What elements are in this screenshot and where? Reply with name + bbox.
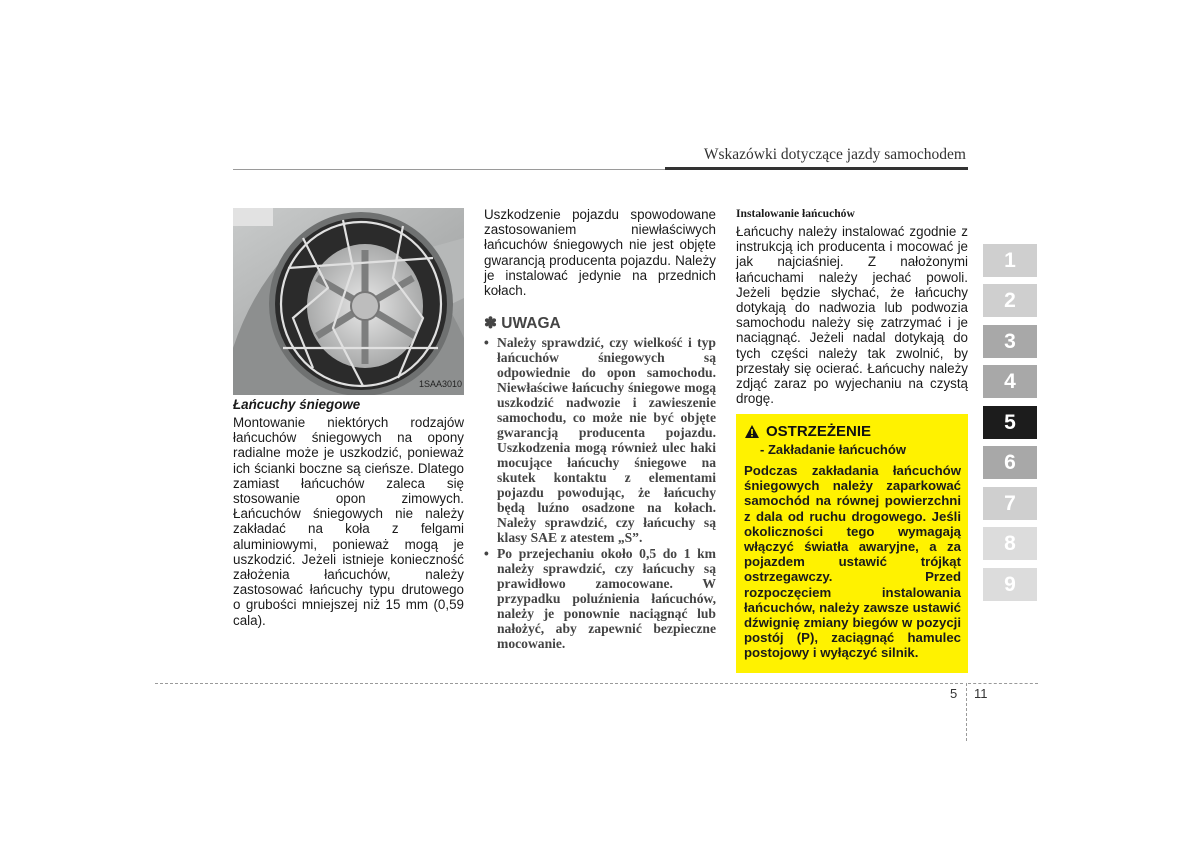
chapter-tab-6[interactable]: 6 <box>983 446 1037 479</box>
warning-text: Podczas zakładania łańcuchów śniegowych należy zaparkować samochód na równej powierzchni z dala od ruchu drogowego. Jeśli okoliczności tego wymagają włączyć światła awaryjne, a za pojazdem ustawić trójkąt ostrzegawczy. Przed rozpoczęciem instalowania łańcuchów, należy zawsze ustawić dźwignię zmiany biegów w pozycji postój (P), zaciągnąć hamulec postojowy i wyłączyć silnik. <box>744 463 961 661</box>
tire-chain-photo <box>233 208 464 395</box>
chapter-tab-1[interactable]: 1 <box>983 244 1037 277</box>
footer-divider <box>966 683 967 741</box>
page-number: 11 <box>974 686 988 701</box>
note-heading: ✽ UWAGA <box>484 315 561 332</box>
list-item: • Należy sprawdzić, czy wielkość i typ łańcuchów śniegowych są odpowiednie do opon samochodu. Niewłaściwe łańcuchy śniegowe mogą uszkodzić nadwozie i zawieszenie samochodu, co może nie być objęte gwarancją producenta pojazdu. Uszkodzenia mogą również ulec haki mocujące łańcuchy śniegowe na skutek kontaktu z elementami pojazdu powodując, że łańcuchy będą luźno osadzone na kołach. Należy sprawdzić, czy łańcuchy są klasy SAE z atestem „S”. <box>484 335 716 545</box>
install-heading: Instalowanie łańcuchów <box>736 207 855 220</box>
warning-header <box>744 423 961 440</box>
chapter-tab-4[interactable]: 4 <box>983 365 1037 398</box>
chapter-tab-2[interactable]: 2 <box>983 284 1037 317</box>
chapter-tab-3[interactable]: 3 <box>983 325 1037 358</box>
chapter-tab-8[interactable]: 8 <box>983 527 1037 560</box>
list-item: • Po przejechaniu około 0,5 do 1 km należy sprawdzić, czy łańcuchy są prawidłowo zamocowane. W przypadku poluźnienia łańcuchów, należy je ponownie naciągnąć lub nałożyć, aby zapewnić bezpieczne mocowanie. <box>484 546 716 651</box>
chapter-tab-5[interactable]: 5 <box>983 406 1037 439</box>
warning-triangle-icon <box>744 424 760 439</box>
warning-title: OSTRZEŻENIE <box>766 423 872 440</box>
chains-intro-paragraph: Montowanie niektórych rodzajów łańcuchów śniegowych na opony radialne może je uszkodzić, ponieważ ich ścianki boczne są cieńsze. Dlatego zamiast łańcuchów zaleca się stosowanie opon zimowych. Łańcuchów śniegowych nie należy zakładać na koła z felgami aluminiowymi, ponieważ mogą je uszkodzić. Jeżeli istnieje konieczność założenia łańcuchów, należy zastosować łańcuchy typu drutowego o grubości mniejszej niż 15 mm (0,59 cala). <box>233 415 464 628</box>
header-rule <box>233 169 665 170</box>
header-rule-bold <box>665 167 968 170</box>
running-header: Wskazówki dotyczące jazdy samochodem <box>703 146 966 163</box>
page-chapter-number: 5 <box>950 686 958 701</box>
chapter-tab-9[interactable]: 9 <box>983 568 1037 601</box>
figure-caption: Łańcuchy śniegowe <box>233 397 361 412</box>
warning-subtitle: - Zakładanie łańcuchów <box>760 442 906 457</box>
figure-code: 1SAA3010 <box>418 379 462 389</box>
install-paragraph: Łańcuchy należy instalować zgodnie z instrukcją ich producenta i mocować je jak najciaśniej. Z nałożonymi łańcuchami należy jechać powoli. Jeżeli będzie słychać, że łańcuchy dotykają do nadwozia lub podwozia samochodu należy się zatrzymać i je naciągnąć. Jeżeli nadal dotykają do tych części należy tak zwolnić, by przestały się ocierać. Łańcuchy należy zdjąć zaraz po wyjechaniu na czystą drogę. <box>736 224 968 407</box>
footer-rule-right <box>968 683 1038 684</box>
footer-rule <box>155 683 963 684</box>
note-list <box>484 335 716 652</box>
warning-box <box>736 414 968 673</box>
chapter-tab-7[interactable]: 7 <box>983 487 1037 520</box>
damage-paragraph: Uszkodzenie pojazdu spowodowane zastosowaniem niewłaściwych łańcuchów śniegowych nie jest objęte gwarancją producenta pojazdu. Należy je instalować jedynie na przednich kołach. <box>484 207 716 299</box>
